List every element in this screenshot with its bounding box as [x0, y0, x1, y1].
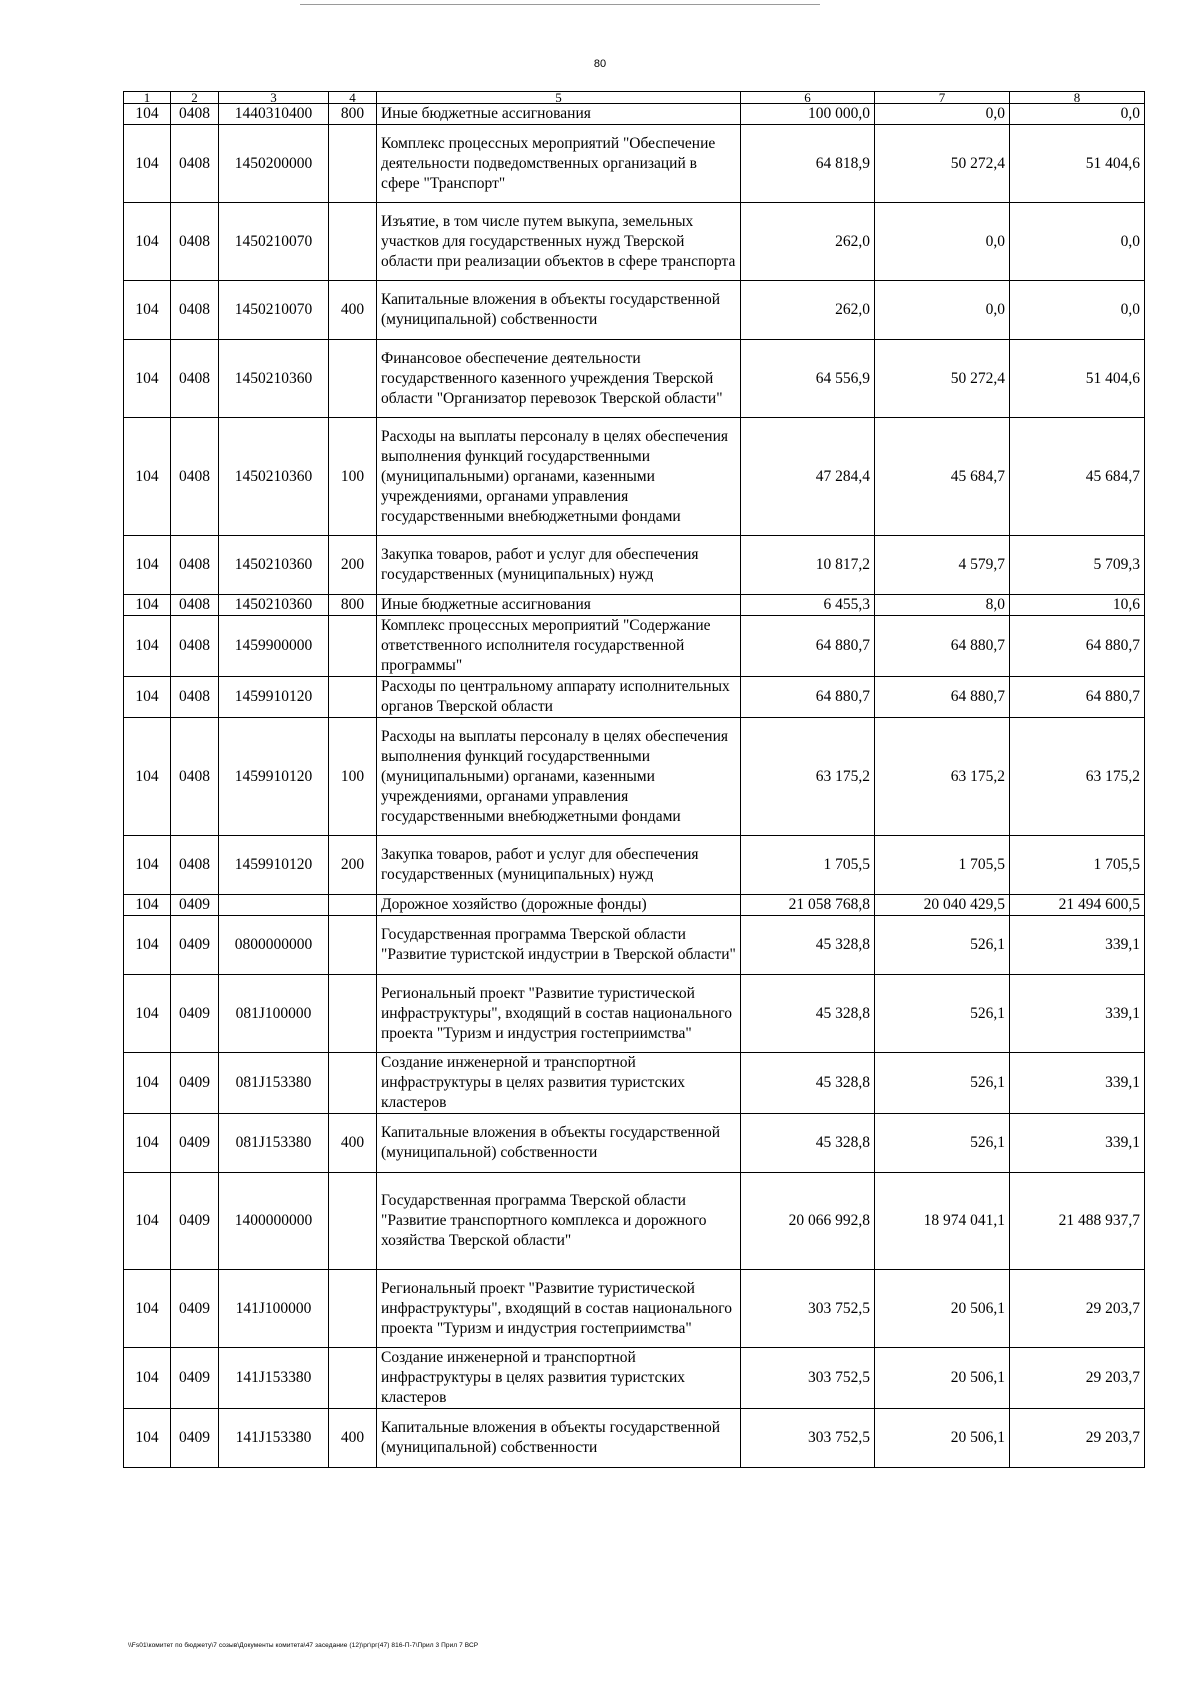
table-cell-col-2: 0408 [171, 718, 219, 836]
table-cell-col-2: 0408 [171, 595, 219, 616]
footer-file-path: \\Fs01\комитет по бюджету\7 созыв\Документы комитета\47 заседание (12)\рг\рг(47) 816-П-7\Прил 3 Прил 7 ВСР [128, 1642, 479, 1649]
table-cell-col-2: 0408 [171, 418, 219, 536]
header-cell: 7 [875, 92, 1010, 104]
table-cell-col-7: 20 506,1 [875, 1348, 1010, 1409]
table-cell-col-3: 1450210360 [219, 418, 329, 536]
table-cell-col-4 [329, 1173, 377, 1270]
header-row [124, 92, 1145, 104]
table-cell-col-4: 800 [329, 104, 377, 125]
table-row [124, 281, 1145, 340]
table-cell-col-6: 10 817,2 [741, 536, 875, 595]
table-cell-col-4 [329, 125, 377, 203]
page-number: 80 [593, 58, 607, 70]
table-cell-col-2: 0409 [171, 1270, 219, 1348]
table-cell-col-8: 29 203,7 [1010, 1270, 1145, 1348]
header-cell: 4 [329, 92, 377, 104]
top-rule [300, 4, 820, 5]
table-cell-col-5: Создание инженерной и транспортной инфраструктуры в целях развития туристских кластеров [377, 1053, 741, 1114]
table-cell-col-3: 141J153380 [219, 1348, 329, 1409]
table-cell-col-3: 081J100000 [219, 975, 329, 1053]
table-cell-col-4: 400 [329, 281, 377, 340]
table-cell-col-1: 104 [124, 836, 171, 895]
table-cell-col-3: 1450210360 [219, 340, 329, 418]
table-cell-col-1: 104 [124, 1053, 171, 1114]
table-row [124, 1348, 1145, 1409]
table-cell-col-7: 20 040 429,5 [875, 895, 1010, 916]
table-cell-col-4 [329, 975, 377, 1053]
table-cell-col-1: 104 [124, 418, 171, 536]
table-cell-col-2: 0408 [171, 281, 219, 340]
table-cell-col-5: Региональный проект "Развитие туристической инфраструктуры", входящий в состав национального проекта "Туризм и индустрия гостеприимства" [377, 975, 741, 1053]
table-cell-col-4 [329, 677, 377, 718]
table-cell-col-7: 20 506,1 [875, 1270, 1010, 1348]
table-row [124, 677, 1145, 718]
table-row [124, 1409, 1145, 1468]
table-cell-col-8: 339,1 [1010, 975, 1145, 1053]
table-row [124, 895, 1145, 916]
table-row [124, 536, 1145, 595]
table-cell-col-1: 104 [124, 1409, 171, 1468]
table-cell-col-2: 0408 [171, 836, 219, 895]
table-row [124, 125, 1145, 203]
table-cell-col-5: Закупка товаров, работ и услуг для обеспечения государственных (муниципальных) нужд [377, 836, 741, 895]
table-cell-col-5: Расходы на выплаты персоналу в целях обеспечения выполнения функций государственными (муниципальными) органами, казенными учреждениями, органами управления государственными внебюджетными фондами [377, 418, 741, 536]
table-cell-col-7: 64 880,7 [875, 677, 1010, 718]
table-cell-col-8: 339,1 [1010, 1053, 1145, 1114]
table-cell-col-7: 526,1 [875, 975, 1010, 1053]
table-cell-col-7: 18 974 041,1 [875, 1173, 1010, 1270]
table-cell-col-2: 0408 [171, 616, 219, 677]
header-cell: 3 [219, 92, 329, 104]
table-cell-col-2: 0409 [171, 1053, 219, 1114]
table-cell-col-6: 262,0 [741, 281, 875, 340]
table-cell-col-1: 104 [124, 281, 171, 340]
table-cell-col-2: 0409 [171, 1409, 219, 1468]
table-cell-col-2: 0408 [171, 203, 219, 281]
table-cell-col-6: 20 066 992,8 [741, 1173, 875, 1270]
table-cell-col-3: 1459910120 [219, 677, 329, 718]
table-row [124, 595, 1145, 616]
table-cell-col-7: 8,0 [875, 595, 1010, 616]
table-cell-col-2: 0409 [171, 1114, 219, 1173]
table-cell-col-1: 104 [124, 203, 171, 281]
table-cell-col-5: Расходы на выплаты персоналу в целях обеспечения выполнения функций государственными (муниципальными) органами, казенными учреждениями, органами управления государственными внебюджетными фондами [377, 718, 741, 836]
table-cell-col-2: 0408 [171, 104, 219, 125]
table-row [124, 340, 1145, 418]
table-cell-col-5: Государственная программа Тверской области "Развитие туристской индустрии в Тверской области" [377, 916, 741, 975]
table-cell-col-3: 0800000000 [219, 916, 329, 975]
table-cell-col-4 [329, 1053, 377, 1114]
table-cell-col-6: 303 752,5 [741, 1348, 875, 1409]
table-cell-col-1: 104 [124, 916, 171, 975]
table-cell-col-7: 1 705,5 [875, 836, 1010, 895]
table-cell-col-3: 1459900000 [219, 616, 329, 677]
table-cell-col-5: Иные бюджетные ассигнования [377, 595, 741, 616]
table-cell-col-3: 1450210360 [219, 595, 329, 616]
header-cell: 2 [171, 92, 219, 104]
table-cell-col-1: 104 [124, 1173, 171, 1270]
table-cell-col-6: 303 752,5 [741, 1409, 875, 1468]
table-row [124, 916, 1145, 975]
table-cell-col-3: 1450210070 [219, 281, 329, 340]
table-cell-col-5: Расходы по центральному аппарату исполнительных органов Тверской области [377, 677, 741, 718]
table-cell-col-5: Капитальные вложения в объекты государственной (муниципальной) собственности [377, 281, 741, 340]
table-cell-col-6: 64 818,9 [741, 125, 875, 203]
table-cell-col-1: 104 [124, 1348, 171, 1409]
table-cell-col-6: 45 328,8 [741, 1053, 875, 1114]
table-cell-col-8: 64 880,7 [1010, 616, 1145, 677]
header-cell: 5 [377, 92, 741, 104]
table-cell-col-8: 0,0 [1010, 203, 1145, 281]
table-cell-col-3: 1459910120 [219, 718, 329, 836]
table-cell-col-3 [219, 895, 329, 916]
table-cell-col-4: 800 [329, 595, 377, 616]
table-cell-col-6: 45 328,8 [741, 916, 875, 975]
table-cell-col-1: 104 [124, 1114, 171, 1173]
table-row [124, 718, 1145, 836]
table-cell-col-3: 1450210360 [219, 536, 329, 595]
table-cell-col-4 [329, 895, 377, 916]
table-row [124, 616, 1145, 677]
table-cell-col-8: 51 404,6 [1010, 125, 1145, 203]
table-cell-col-4: 100 [329, 418, 377, 536]
table-cell-col-2: 0408 [171, 536, 219, 595]
table-cell-col-6: 63 175,2 [741, 718, 875, 836]
table-cell-col-8: 1 705,5 [1010, 836, 1145, 895]
table-cell-col-5: Региональный проект "Развитие туристической инфраструктуры", входящий в состав национального проекта "Туризм и индустрия гостеприимства" [377, 1270, 741, 1348]
table-row [124, 1173, 1145, 1270]
table-cell-col-7: 50 272,4 [875, 340, 1010, 418]
table-cell-col-1: 104 [124, 975, 171, 1053]
table-cell-col-2: 0409 [171, 1348, 219, 1409]
table-row [124, 1270, 1145, 1348]
table-cell-col-7: 50 272,4 [875, 125, 1010, 203]
table-cell-col-4 [329, 1270, 377, 1348]
table-cell-col-2: 0409 [171, 916, 219, 975]
table-cell-col-4 [329, 203, 377, 281]
table-cell-col-3: 1440310400 [219, 104, 329, 125]
table-row [124, 104, 1145, 125]
table-cell-col-8: 29 203,7 [1010, 1409, 1145, 1468]
table-cell-col-7: 0,0 [875, 104, 1010, 125]
table-cell-col-1: 104 [124, 677, 171, 718]
table-cell-col-8: 21 488 937,7 [1010, 1173, 1145, 1270]
table-cell-col-3: 141J100000 [219, 1270, 329, 1348]
table-cell-col-8: 5 709,3 [1010, 536, 1145, 595]
table-cell-col-8: 45 684,7 [1010, 418, 1145, 536]
table-row [124, 836, 1145, 895]
table-cell-col-6: 262,0 [741, 203, 875, 281]
table-cell-col-8: 64 880,7 [1010, 677, 1145, 718]
table-cell-col-5: Создание инженерной и транспортной инфраструктуры в целях развития туристских кластеров [377, 1348, 741, 1409]
table-cell-col-7: 64 880,7 [875, 616, 1010, 677]
table-cell-col-6: 64 556,9 [741, 340, 875, 418]
table-row [124, 1053, 1145, 1114]
table-row [124, 1114, 1145, 1173]
table-cell-col-6: 1 705,5 [741, 836, 875, 895]
table-cell-col-3: 1459910120 [219, 836, 329, 895]
table-cell-col-8: 21 494 600,5 [1010, 895, 1145, 916]
table-cell-col-1: 104 [124, 125, 171, 203]
table-cell-col-4 [329, 1348, 377, 1409]
table-cell-col-2: 0408 [171, 677, 219, 718]
table-cell-col-8: 63 175,2 [1010, 718, 1145, 836]
table-body [124, 104, 1145, 1468]
table-row [124, 418, 1145, 536]
table-cell-col-7: 0,0 [875, 281, 1010, 340]
table-row [124, 203, 1145, 281]
table-cell-col-3: 081J153380 [219, 1114, 329, 1173]
table-cell-col-5: Финансовое обеспечение деятельности государственного казенного учреждения Тверской области "Организатор перевозок Тверской области" [377, 340, 741, 418]
table-cell-col-8: 0,0 [1010, 281, 1145, 340]
table-cell-col-2: 0409 [171, 1173, 219, 1270]
table-cell-col-5: Комплекс процессных мероприятий "Обеспечение деятельности подведомственных организаций в сфере "Транспорт" [377, 125, 741, 203]
table-cell-col-1: 104 [124, 895, 171, 916]
table-cell-col-1: 104 [124, 595, 171, 616]
table-cell-col-6: 6 455,3 [741, 595, 875, 616]
table-cell-col-6: 45 328,8 [741, 1114, 875, 1173]
header-cell: 1 [124, 92, 171, 104]
table-cell-col-8: 29 203,7 [1010, 1348, 1145, 1409]
table-cell-col-5: Иные бюджетные ассигнования [377, 104, 741, 125]
table-cell-col-5: Капитальные вложения в объекты государственной (муниципальной) собственности [377, 1114, 741, 1173]
table-cell-col-4 [329, 916, 377, 975]
table-cell-col-7: 526,1 [875, 1114, 1010, 1173]
table-cell-col-8: 339,1 [1010, 916, 1145, 975]
table-cell-col-7: 526,1 [875, 1053, 1010, 1114]
table-cell-col-7: 526,1 [875, 916, 1010, 975]
table-cell-col-1: 104 [124, 104, 171, 125]
table-cell-col-5: Капитальные вложения в объекты государственной (муниципальной) собственности [377, 1409, 741, 1468]
table-cell-col-2: 0408 [171, 125, 219, 203]
table-cell-col-2: 0409 [171, 895, 219, 916]
table-cell-col-3: 1450200000 [219, 125, 329, 203]
table-cell-col-8: 0,0 [1010, 104, 1145, 125]
table-cell-col-1: 104 [124, 718, 171, 836]
table-cell-col-5: Комплекс процессных мероприятий "Содержание ответственного исполнителя государственной программы" [377, 616, 741, 677]
table-row [124, 975, 1145, 1053]
table-cell-col-7: 20 506,1 [875, 1409, 1010, 1468]
table-cell-col-8: 10,6 [1010, 595, 1145, 616]
table-cell-col-4: 400 [329, 1409, 377, 1468]
table-cell-col-1: 104 [124, 340, 171, 418]
table-cell-col-5: Дорожное хозяйство (дорожные фонды) [377, 895, 741, 916]
table-cell-col-1: 104 [124, 1270, 171, 1348]
table-cell-col-7: 63 175,2 [875, 718, 1010, 836]
table-cell-col-5: Закупка товаров, работ и услуг для обеспечения государственных (муниципальных) нужд [377, 536, 741, 595]
table-cell-col-5: Изъятие, в том числе путем выкупа, земельных участков для государственных нужд Тверской области при реализации объектов в сфере транспорта [377, 203, 741, 281]
table-cell-col-6: 64 880,7 [741, 677, 875, 718]
table-cell-col-6: 64 880,7 [741, 616, 875, 677]
table-cell-col-7: 45 684,7 [875, 418, 1010, 536]
table-cell-col-7: 0,0 [875, 203, 1010, 281]
table-cell-col-3: 1400000000 [219, 1173, 329, 1270]
table-cell-col-1: 104 [124, 536, 171, 595]
table-cell-col-1: 104 [124, 616, 171, 677]
table-cell-col-3: 081J153380 [219, 1053, 329, 1114]
table-cell-col-6: 47 284,4 [741, 418, 875, 536]
table-cell-col-4: 400 [329, 1114, 377, 1173]
table-cell-col-5: Государственная программа Тверской области "Развитие транспортного комплекса и дорожного хозяйства Тверской области" [377, 1173, 741, 1270]
header-cell: 6 [741, 92, 875, 104]
table-cell-col-6: 303 752,5 [741, 1270, 875, 1348]
header-cell: 8 [1010, 92, 1145, 104]
table-cell-col-7: 4 579,7 [875, 536, 1010, 595]
table-cell-col-4 [329, 616, 377, 677]
table-cell-col-4: 200 [329, 536, 377, 595]
table-cell-col-6: 21 058 768,8 [741, 895, 875, 916]
table-cell-col-8: 51 404,6 [1010, 340, 1145, 418]
table-cell-col-6: 45 328,8 [741, 975, 875, 1053]
table-cell-col-6: 100 000,0 [741, 104, 875, 125]
table-cell-col-4: 200 [329, 836, 377, 895]
table-cell-col-3: 141J153380 [219, 1409, 329, 1468]
table-cell-col-4: 100 [329, 718, 377, 836]
table-cell-col-2: 0408 [171, 340, 219, 418]
table-cell-col-2: 0409 [171, 975, 219, 1053]
budget-table [123, 91, 1145, 1468]
table-cell-col-3: 1450210070 [219, 203, 329, 281]
table-cell-col-4 [329, 340, 377, 418]
table-cell-col-8: 339,1 [1010, 1114, 1145, 1173]
